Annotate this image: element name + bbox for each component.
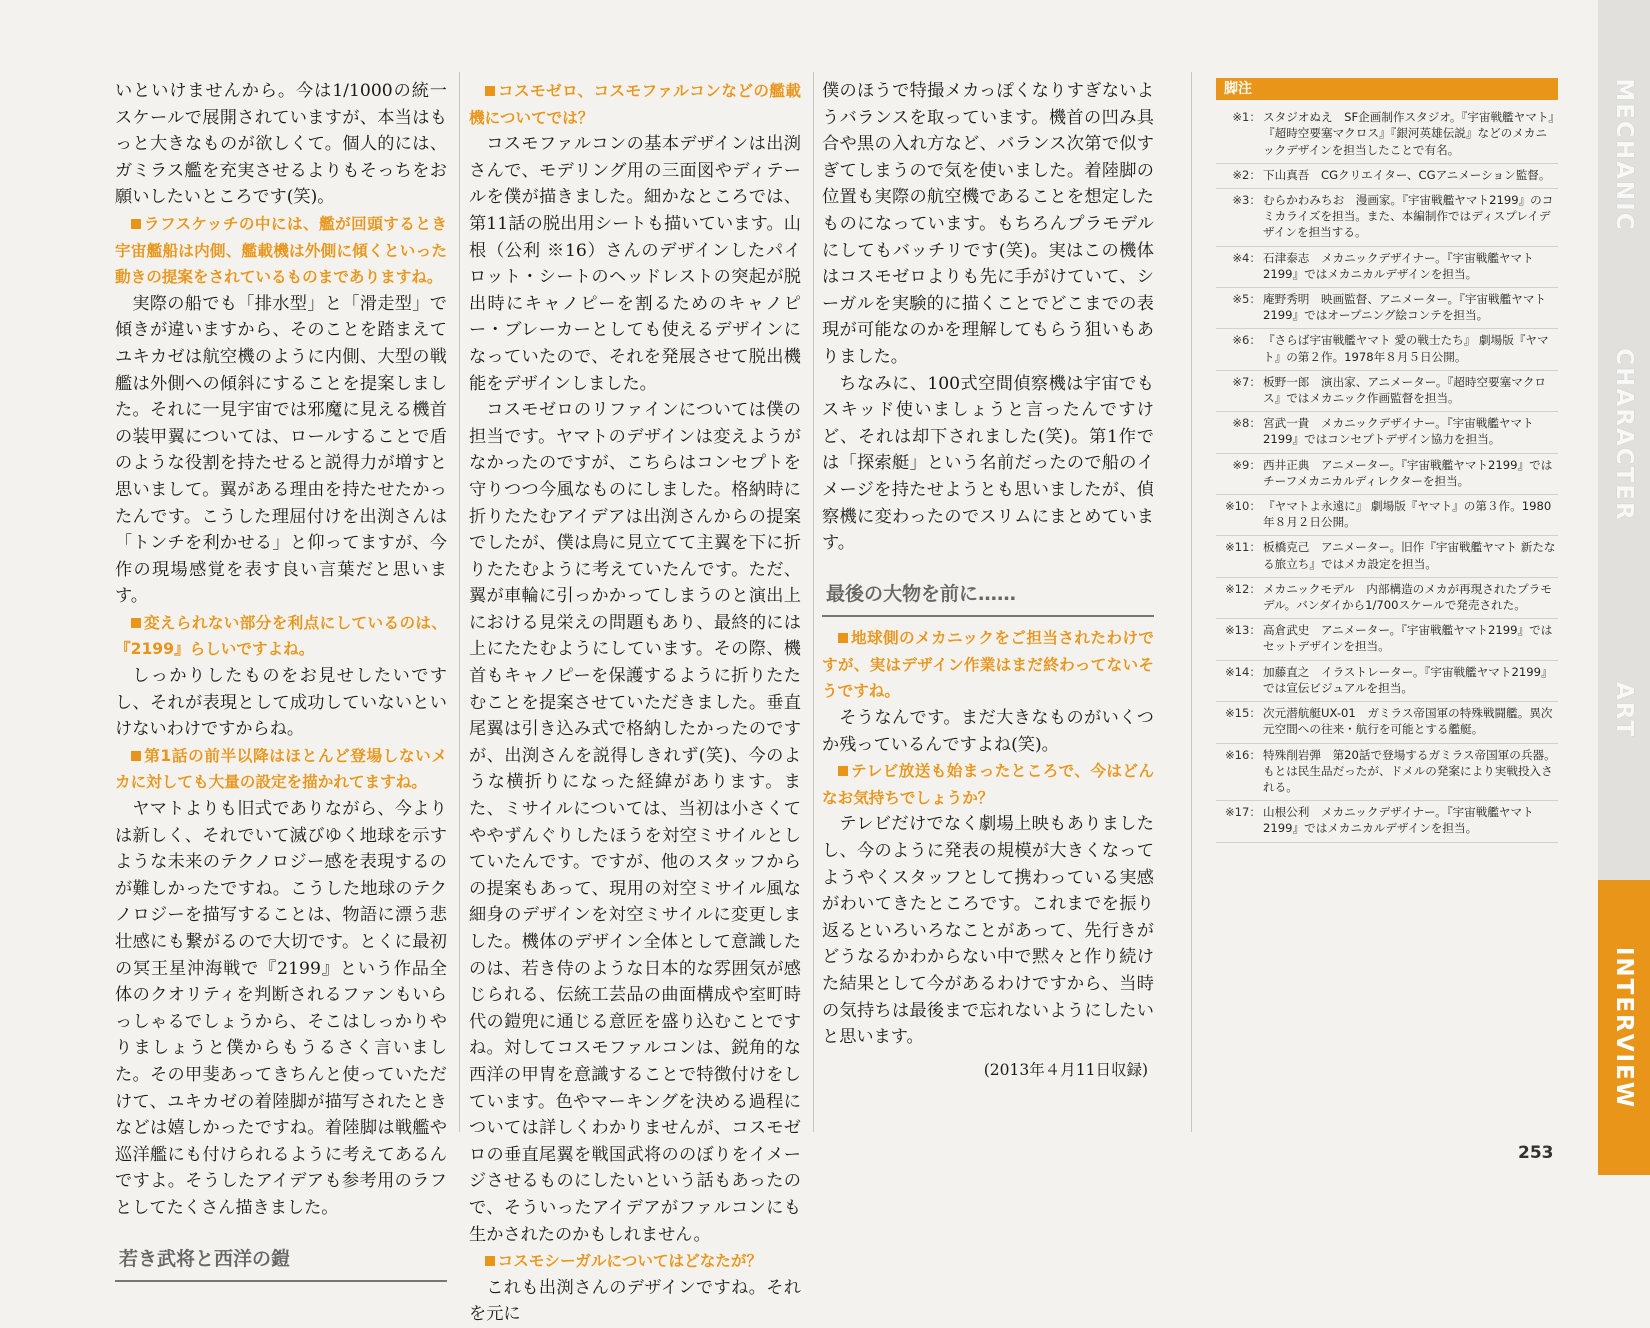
section-heading: 若き武将と西洋の鎧 [115,1236,447,1283]
footnote-item [1216,578,1558,619]
body-paragraph: 僕のほうで特撮メカっぽくなりすぎないようバランスを取っています。機首の凹み具合や黒の入れ方など、バランス次第で似すぎてしまうので気を使いました。着陸脚の位置も実際の航空機であることを想定したものになっています。もちろんプラモデルにしてもバッチリです(笑)。実はこの機体はコスモゼロよりも先に手がけていて、シーガルを実験的に描くことでどこまでの表現が可能なのかを理解してもらう狙いもありました。 [822,81,1154,367]
body-paragraph: ヤマトよりも旧式でありながら、今よりは新しく、それでいて滅びゆく地球を示すような未来のテクノロジー感を表現するのが難しかったですね。こうした地球のテクノロジーを描写することは、物語に漂う悲壮感にも繋がるので大切です。とくに最初の冥王星沖海戦で『2199』という作品全体のクオリティを判断されるファンもいらっしゃるでしょうから、そこはしっかりやりましょうと僕からもうるさく言いました。その甲斐あってきちんと使っていただけて、ユキカゼの着陸脚が描写されたときなどは嬉しかったですね。着陸脚は戦艦や巡洋艦にも付けられるように考えてあるんですよ。そうしたアイデアも参考用のラフとしてたくさん描きました。 [115,799,447,1218]
tab-label: MECHANIC [1611,78,1637,232]
footnote-number: ※10： [1224,499,1261,514]
body-paragraph: ちなみに、100式空間偵察機は宇宙でもスキッド使いましょうと言ったんですけど、それは却下されました(笑)。第1作では「探索艇」という名前だったので船のイメージを持たせようとも思いましたが、偵察機に変わったのでスリムにまとめています。 [822,373,1154,554]
column-divider [1191,72,1192,1132]
footnote-text: 下山真吾 CGクリエイター、CGアニメーション監督。 [1263,167,1551,182]
footnote-number: ※4： [1232,250,1261,265]
footnote-item [1216,454,1558,495]
footnote-text: むらかわみちお 漫画家。『宇宙戦艦ヤマト2199』のコミカライズを担当。また、本編制作ではディスプレイデザインを担当する。 [1263,193,1554,240]
body-paragraph: いといけませんから。今は1/1000の統一スケールで展開されていますが、本当はもっと大きなものが欲しくて。個人的には、ガミラス艦を充実させるよりもそっちをお願いしたいところです(笑)。 [115,81,447,208]
footnote-item [1216,329,1558,370]
footnote-text: スタジオぬえ SF企画制作スタジオ。『宇宙戦艦ヤマト』『超時空要塞マクロス』『銀河英雄伝説』などのメカニックデザインを担当したことで有名。 [1263,110,1555,157]
footnote-item [1216,702,1558,743]
body-paragraph: テレビだけでなく劇場上映もありましたし、今のように発表の規模が大きくなってようやくスタッフとして携わっている実感がわいてきたところです。これまでを振り返るといろいろなことがあって、先行きがどうなるかわからない中で黙々と作り続けた結果として今があるわけですから、当時の気持ちは最後まで忘れないようにしたいと思います。 [822,814,1154,1048]
footnote-number: ※3： [1232,193,1261,208]
text-column-3 [822,78,1154,1083]
interview-question [115,743,447,796]
question-text: 変えられない部分を利点にしているのは、『2199』らしいですよね。 [115,613,447,659]
footnote-item [1216,164,1558,189]
footnote-number: ※9： [1232,457,1261,472]
footnote-number: ※11： [1224,540,1261,555]
body-paragraph: そうなんです。まだ大きなものがいくつか残っているんですよね(笑)。 [822,708,1154,755]
footnote-text: 『さらば宇宙戦艦ヤマト 愛の戦士たち』 劇場版『ヤマト』の第２作。1978年８月５日公開。 [1263,333,1549,364]
question-text: テレビ放送も始まったところで、今はどんなお気持ちでしょうか？ [822,762,1154,807]
question-marker-icon [131,618,141,628]
column-divider [813,72,814,1132]
page-number: 253 [1518,1143,1554,1163]
text-column-1 [115,78,447,1290]
footnote-item [1216,371,1558,412]
interview-question [469,1248,801,1275]
footnote-text: 庵野秀明 映画監督、アニメーター。『宇宙戦艦ヤマト2199』ではオープニング絵コンテを担当。 [1263,292,1547,323]
interview-question [822,758,1154,811]
footnote-text: 石津泰志 メカニックデザイナー。『宇宙戦艦ヤマト2199』ではメカニカルデザインを担当。 [1263,250,1534,281]
footnote-number: ※7： [1232,374,1261,389]
footnote-text: 宮武一貴 メカニックデザイナー。『宇宙戦艦ヤマト2199』ではコンセプトデザイン協力を担当。 [1263,416,1534,447]
footnote-text: 山根公利 メカニックデザイナー。『宇宙戦艦ヤマト2199』ではメカニカルデザインを担当。 [1263,805,1534,836]
footnote-item [1216,661,1558,702]
footnote-number: ※2： [1232,167,1261,182]
footnote-number: ※6： [1232,333,1261,348]
footnote-number: ※8： [1232,416,1261,431]
footnote-item [1216,536,1558,577]
footnote-number: ※12： [1224,581,1261,596]
question-text: ラフスケッチの中には、艦が回頭するとき宇宙艦船は内側、艦載機は外側に傾くといった動きの提案をされているものまでありますね。 [115,214,447,287]
footnote-item [1216,495,1558,536]
footnote-text: 西井正典 アニメーター。『宇宙戦艦ヤマト2199』ではチーフメカニカルディレクターを担当。 [1263,457,1553,488]
footnote-text: 板野一郎 演出家、アニメーター。『超時空要塞マクロス』ではメカニック作画監督を担当。 [1263,374,1547,406]
question-marker-icon [485,86,495,96]
footnote-item [1216,189,1558,247]
section-heading: 最後の大物を前に…… [822,571,1154,618]
footnote-text: 次元潜航艇UX-01 ガミラス帝国軍の特殊戦闘艦。異次元空間への往来・航行を可能とする艦艇。 [1263,706,1553,737]
column-divider [459,72,460,1132]
body-paragraph: コスモゼロのリファインについては僕の担当です。ヤマトのデザインは変えようがなかったのですが、こちらはコンセプトを守りつつ今風なものにしました。格納時に折りたたむアイデアは出渕さんからの提案でしたが、僕は鳥に見立てて主翼を下に折りたたむように考えていたんです。ただ、翼が車輪に引っかかってしまうのと演出上における見栄えの問題もあり、最終的には上にたたむようにしています。その際、機首もキャノピーを保護するように折りたたむことを提案させていただきました。垂直尾翼は引き込み式で格納したかったのですが、出渕さんを説得しきれず(笑)、今のような横折りになった経緯があります。また、ミサイルについては、当初は小さくてややずんぐりしたほうを対空ミサイルとしていたんです。ですが、他のスタッフからの提案もあって、現用の対空ミサイル風な細身のデザインを対空ミサイルに変更しました。機体のデザイン全体として意識したのは、若き侍のような日本的な雰囲気が感じられる、伝統工芸品の曲面構成や室町時代の鎧兜に通じる意匠を盛り込むことですね。対してコスモファルコンは、鋭角的な西洋の甲冑を意識することで特徴付けをしています。色やマーキングを決める過程については詳しくわかりませんが、コスモゼロの垂直尾翼を戦国武将ののぼりをイメージさせるものにしたいという話もあったので、そういったアイデアがファルコンにも生かされたのかもしれません。 [469,400,801,1245]
footnotes [1216,78,1558,843]
question-text: コスモシーガルについてはどなたが？ [497,1252,763,1271]
footnote-number: ※14： [1224,664,1261,679]
tab-mechanic[interactable] [1598,30,1650,280]
body-paragraph: コスモファルコンの基本デザインは出渕さんで、モデリング用の三面図やディテールを僕が描きました。細かなところでは、第11話の脱出用シートも描いています。山根（公利 ※16）さんのデザインしたパイロット・シートのヘッドレストの突起が脱出時にキャノピーを割るためのキャノピー・ブレーカーとしても使えるデザインになっていたので、それを発展させて脱出機能をデザインしました。 [469,134,801,394]
footnote-text: 『ヤマトよ永遠に』 劇場版『ヤマト』の第３作。1980年８月２日公開。 [1263,499,1552,530]
footnote-text: 板橋克己 アニメーター。旧作『宇宙戦艦ヤマト 新たなる旅立ち』ではメカ設定を担当。 [1263,540,1556,571]
tab-label: CHARACTER [1611,348,1637,522]
footnote-number: ※16： [1224,747,1261,762]
question-text: 地球側のメカニックをご担当されたわけですが、実はデザイン作業はまだ終わってないそうですね。 [822,629,1154,701]
footnote-text: 高倉武史 アニメーター。『宇宙戦艦ヤマト2199』ではセットデザインを担当。 [1263,623,1553,654]
footnote-number: ※5： [1232,292,1261,307]
question-marker-icon [838,766,848,776]
footnote-number: ※17： [1224,805,1261,820]
tab-art[interactable] [1598,640,1650,780]
footnote-number: ※1： [1232,110,1261,125]
footnote-item [1216,412,1558,453]
footnotes-list [1216,106,1558,842]
tab-interview[interactable] [1598,880,1650,1175]
tab-label: ART [1611,681,1637,739]
footnote-text: メカニックモデル 内部構造のメカが再現されたプラモデル。バンダイから1/700スケールで発売された。 [1263,581,1552,613]
interview-question [822,625,1154,705]
question-marker-icon [131,219,141,229]
footnote-item [1216,247,1558,288]
body-paragraph: しっかりしたものをお見せしたいですし、それが表現として成功していないといけないわけですからね。 [115,666,447,740]
footnote-item [1216,106,1558,164]
text-column-2 [469,78,801,1328]
question-marker-icon [131,751,141,761]
tab-label: INTERVIEW [1611,946,1637,1109]
footnote-text: 加藤直之 イラストレーター。『宇宙戦艦ヤマト2199』では宣伝ビジュアルを担当。 [1263,664,1553,695]
body-paragraph: これも出渕さんのデザインですね。それを元に [469,1277,801,1325]
interview-question [469,78,801,131]
footnote-text: 特殊削岩弾 第20話で登場するガミラス帝国軍の兵器。もとは民生品だったが、ドメルの発案により実戦投入される。 [1263,747,1556,794]
question-marker-icon [485,1256,495,1266]
recording-date: (2013年４月11日収録) [983,1060,1148,1079]
question-marker-icon [838,633,848,643]
footnote-number: ※13： [1224,623,1261,638]
question-text: 第1話の前半以降はほとんど登場しないメカに対しても大量の設定を描かれてますね。 [115,746,447,792]
body-paragraph: 実際の船でも「排水型」と「滑走型」で傾きが違いますから、そのことを踏まえてユキカゼは航空機のように内側、大型の戦艦は外側への傾斜にすることを提案しました。それに一見宇宙では邪魔に見える機首の装甲翼については、ロールすることで盾のような役割を持たせると説得力が増すと思いまして。翼がある理由を持たせたかったんです。こうした理屈付けを出渕さんは「トンチを利かせる」と仰ってますが、今作の現場感覚を表す良い言葉だと思います。 [115,293,447,607]
footnote-item [1216,801,1558,842]
footnote-item [1216,288,1558,329]
interview-question [115,610,447,663]
footnote-item [1216,744,1558,802]
footnote-number: ※15： [1224,706,1261,721]
footnotes-header: 脚注 [1216,78,1558,100]
question-text: コスモゼロ、コスモファルコンなどの艦載機についてでは？ [469,82,801,127]
tab-character[interactable] [1598,300,1650,570]
footnote-item [1216,619,1558,660]
interview-question [115,211,447,291]
